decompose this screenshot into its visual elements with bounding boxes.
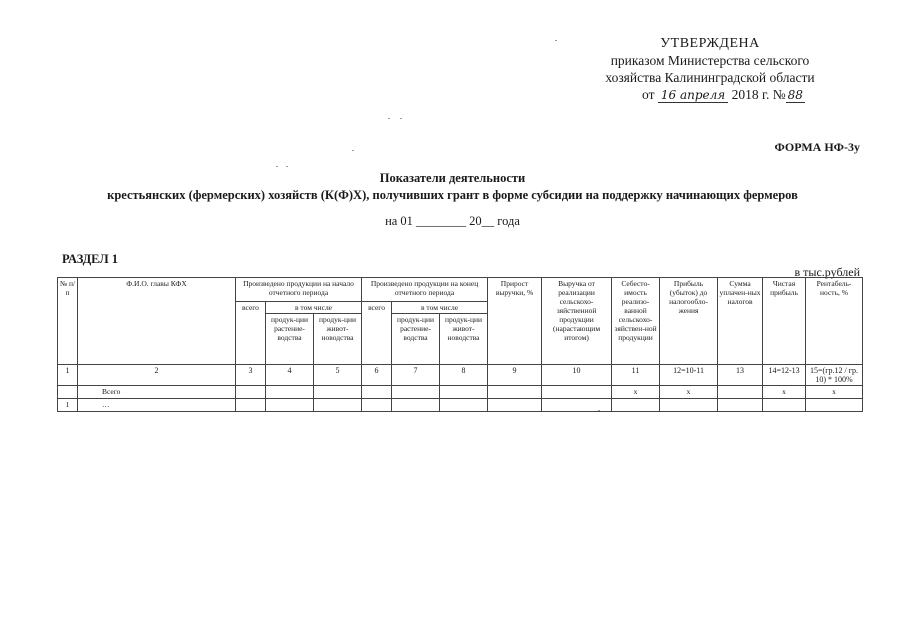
header-start-including: в том числе xyxy=(266,302,362,314)
table-cell-x: х xyxy=(806,386,863,399)
table-cell-x: х xyxy=(660,386,718,399)
col-number: 9 xyxy=(488,365,542,386)
col-number: 4 xyxy=(266,365,314,386)
document-title xyxy=(0,170,905,204)
col-number: 7 xyxy=(392,365,440,386)
title-line-1: Показатели деятельности xyxy=(379,171,526,185)
header-cost: Себесто-имость реализо-ванной сельскохо-зяйствен-ной продукции xyxy=(612,278,660,365)
table-cell xyxy=(488,386,542,399)
table-cell xyxy=(718,399,763,412)
approval-line-2: хозяйства Калининградской области xyxy=(605,70,815,85)
table-cell xyxy=(542,399,612,412)
header-end-crop: продук-ции растение-водства xyxy=(392,314,440,365)
table-cell xyxy=(488,399,542,412)
header-revenue: Выручка от реализации сельскохо-зяйственной продукции (нарастающим итогом) xyxy=(542,278,612,365)
table-cell xyxy=(763,399,806,412)
total-label: Всего xyxy=(78,386,236,399)
row-name: … xyxy=(78,399,236,412)
form-code: ФОРМА НФ-3у xyxy=(774,140,860,154)
table-cell xyxy=(266,399,314,412)
approval-number-handwritten: 88 xyxy=(787,88,803,102)
scan-speck xyxy=(400,118,402,119)
approval-line-1: приказом Министерства сельского xyxy=(610,53,810,68)
report-date-line: на 01 ________ 20__ года xyxy=(385,214,520,228)
header-produced-start: Произведено продукции на начало отчетного периода xyxy=(236,278,362,302)
col-number: 8 xyxy=(440,365,488,386)
table-cell xyxy=(362,386,392,399)
header-net-profit: Чистая прибыль xyxy=(763,278,806,365)
table-cell xyxy=(314,386,362,399)
col-number: 1 xyxy=(58,365,78,386)
table-cell xyxy=(718,386,763,399)
table-cell xyxy=(266,386,314,399)
scan-speck xyxy=(352,150,354,151)
col-number: 12=10-11 xyxy=(660,365,718,386)
approval-date-line xyxy=(560,86,860,103)
header-profitability: Рентабель-ность, % xyxy=(806,278,863,365)
table-cell xyxy=(58,386,78,399)
header-start-crop: продук-ции растение-водства xyxy=(266,314,314,365)
col-number: 6 xyxy=(362,365,392,386)
header-end-livestock: продук-ции живот-новодства xyxy=(440,314,488,365)
table-cell xyxy=(542,386,612,399)
table-cell xyxy=(612,399,660,412)
header-end-including: в том числе xyxy=(392,302,488,314)
header-produced-end: Произведено продукции на конец отчетного периода xyxy=(362,278,488,302)
scan-speck xyxy=(598,410,600,411)
col-number: 2 xyxy=(78,365,236,386)
approval-block xyxy=(560,35,860,103)
section-heading: РАЗДЕЛ 1 xyxy=(62,252,119,266)
approval-date-handwritten: 16 апреля xyxy=(658,89,728,103)
table-cell-x: х xyxy=(763,386,806,399)
header-name: Ф.И.О. главы КФХ xyxy=(78,278,236,365)
header-growth: Прирост выручки, % xyxy=(488,278,542,365)
scan-speck xyxy=(286,166,288,167)
col-number: 14=12-13 xyxy=(763,365,806,386)
header-row-top xyxy=(58,278,863,302)
table-cell xyxy=(806,399,863,412)
table-cell xyxy=(660,399,718,412)
row-number: 1 xyxy=(58,399,78,412)
table-cell xyxy=(392,399,440,412)
col-number: 13 xyxy=(718,365,763,386)
header-start-total: всего xyxy=(236,302,266,365)
col-number: 3 xyxy=(236,365,266,386)
header-start-livestock: продук-ции живот-новодства xyxy=(314,314,362,365)
approval-year: 2018 г. № xyxy=(731,87,786,102)
scan-speck xyxy=(388,118,390,119)
table-cell xyxy=(236,386,266,399)
col-number: 11 xyxy=(612,365,660,386)
scan-speck xyxy=(276,166,278,167)
header-n: № п/п xyxy=(58,278,78,365)
table-cell xyxy=(440,399,488,412)
col-number: 5 xyxy=(314,365,362,386)
col-number: 15=(гр.12 / гр. 10) * 100% xyxy=(806,365,863,386)
units-label: в тыс.рублей xyxy=(794,265,860,279)
table-cell-x: х xyxy=(612,386,660,399)
table-cell xyxy=(392,386,440,399)
column-numbers-row xyxy=(58,365,863,386)
table-cell xyxy=(440,386,488,399)
table-cell xyxy=(362,399,392,412)
header-profit: Прибыль (убыток) до налогообло-жения xyxy=(660,278,718,365)
indicators-table xyxy=(57,277,863,412)
header-taxes: Сумма уплачен-ных налогов xyxy=(718,278,763,365)
title-line-2: крестьянских (фермерских) хозяйств (К(Ф)Х), получивших грант в форме субсидии на поддержку начинающих фермеров xyxy=(107,188,798,202)
approval-date-prefix: от xyxy=(642,87,655,102)
table-cell xyxy=(314,399,362,412)
table-cell xyxy=(236,399,266,412)
table-row-total xyxy=(58,386,863,399)
scan-speck xyxy=(555,40,557,41)
table-row xyxy=(58,399,863,412)
approval-heading: УТВЕРЖДЕНА xyxy=(660,36,760,51)
col-number: 10 xyxy=(542,365,612,386)
header-end-total: всего xyxy=(362,302,392,365)
